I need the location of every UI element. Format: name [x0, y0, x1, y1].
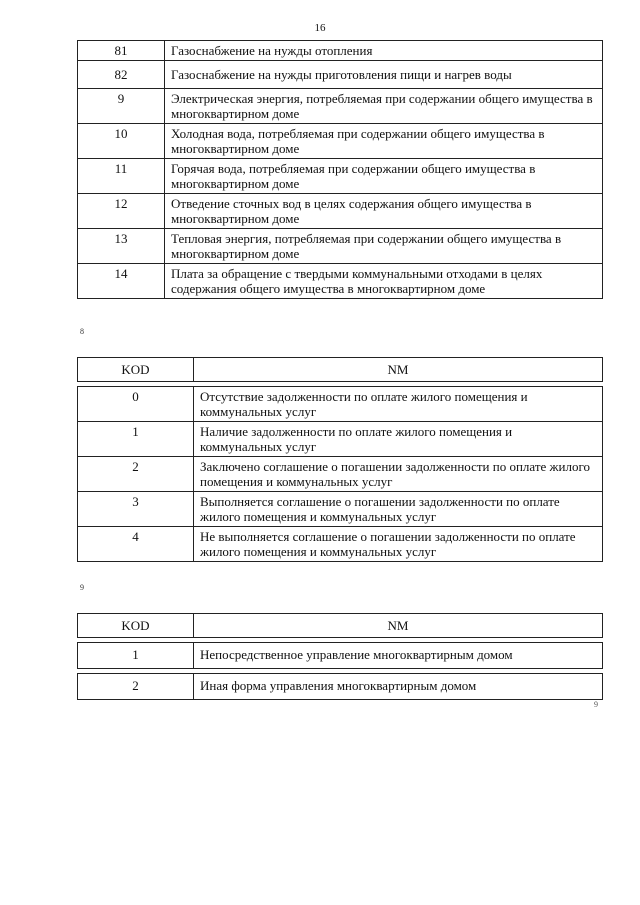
table-header-row	[78, 614, 603, 638]
table-row	[78, 124, 603, 159]
table-row	[78, 229, 603, 264]
code-cell: 9	[78, 89, 165, 124]
name-cell: Отсутствие задолженности по оплате жилого помещения и коммунальных услуг	[194, 387, 603, 422]
code-cell: 2	[78, 457, 194, 492]
name-cell: Газоснабжение на нужды приготовления пищи и нагрев воды	[165, 61, 603, 89]
utility-code-table	[77, 40, 603, 299]
debt-status-table	[77, 357, 603, 562]
table-row	[78, 643, 603, 669]
code-cell: 82	[78, 61, 165, 89]
table-row	[78, 674, 603, 700]
name-cell: Отведение сточных вод в целях содержания общего имущества в многоквартирном доме	[165, 194, 603, 229]
code-cell: 13	[78, 229, 165, 264]
name-cell: Наличие задолженности по оплате жилого помещения и коммунальных услуг	[194, 422, 603, 457]
name-cell: Горячая вода, потребляемая при содержании общего имущества в многоквартирном доме	[165, 159, 603, 194]
code-cell: 3	[78, 492, 194, 527]
management-form-table	[77, 613, 603, 700]
code-cell: 14	[78, 264, 165, 299]
column-header-kod: KOD	[78, 614, 194, 638]
table-header-row	[78, 358, 603, 382]
code-cell: 10	[78, 124, 165, 159]
table-row	[78, 41, 603, 61]
table-row	[78, 457, 603, 492]
name-cell: Холодная вода, потребляемая при содержании общего имущества в многоквартирном доме	[165, 124, 603, 159]
table-row	[78, 194, 603, 229]
page-number: 16	[314, 22, 326, 34]
code-cell: 1	[78, 643, 194, 669]
name-cell: Газоснабжение на нужды отопления	[165, 41, 603, 61]
code-cell: 81	[78, 41, 165, 61]
table-row	[78, 61, 603, 89]
table-row	[78, 264, 603, 299]
column-header-kod: KOD	[78, 358, 194, 382]
table-row	[78, 527, 603, 562]
name-cell: Тепловая энергия, потребляемая при содержании общего имущества в многоквартирном доме	[165, 229, 603, 264]
name-cell: Электрическая энергия, потребляемая при содержании общего имущества в многоквартирном доме	[165, 89, 603, 124]
table-row	[78, 422, 603, 457]
table-row	[78, 89, 603, 124]
name-cell: Заключено соглашение о погашении задолженности по оплате жилого помещения и коммунальных услуг	[194, 457, 603, 492]
column-header-nm: NM	[194, 358, 603, 382]
name-cell: Выполняется соглашение о погашении задолженности по оплате жилого помещения и коммунальных услуг	[194, 492, 603, 527]
name-cell: Не выполняется соглашение о погашении задолженности по оплате жилого помещения и коммунальных услуг	[194, 527, 603, 562]
name-cell: Непосредственное управление многоквартирным домом	[194, 643, 603, 669]
corner-mark: 9	[594, 700, 598, 709]
code-cell: 4	[78, 527, 194, 562]
column-header-nm: NM	[194, 614, 603, 638]
table-row	[78, 492, 603, 527]
footnote-marker-8: 8	[80, 327, 84, 336]
code-cell: 12	[78, 194, 165, 229]
footnote-marker-9: 9	[80, 583, 84, 592]
code-cell: 0	[78, 387, 194, 422]
code-cell: 2	[78, 674, 194, 700]
table-row	[78, 159, 603, 194]
table-row	[78, 387, 603, 422]
name-cell: Иная форма управления многоквартирным домом	[194, 674, 603, 700]
code-cell: 11	[78, 159, 165, 194]
name-cell: Плата за обращение с твердыми коммунальными отходами в целях содержания общего имущества в многоквартирном доме	[165, 264, 603, 299]
code-cell: 1	[78, 422, 194, 457]
